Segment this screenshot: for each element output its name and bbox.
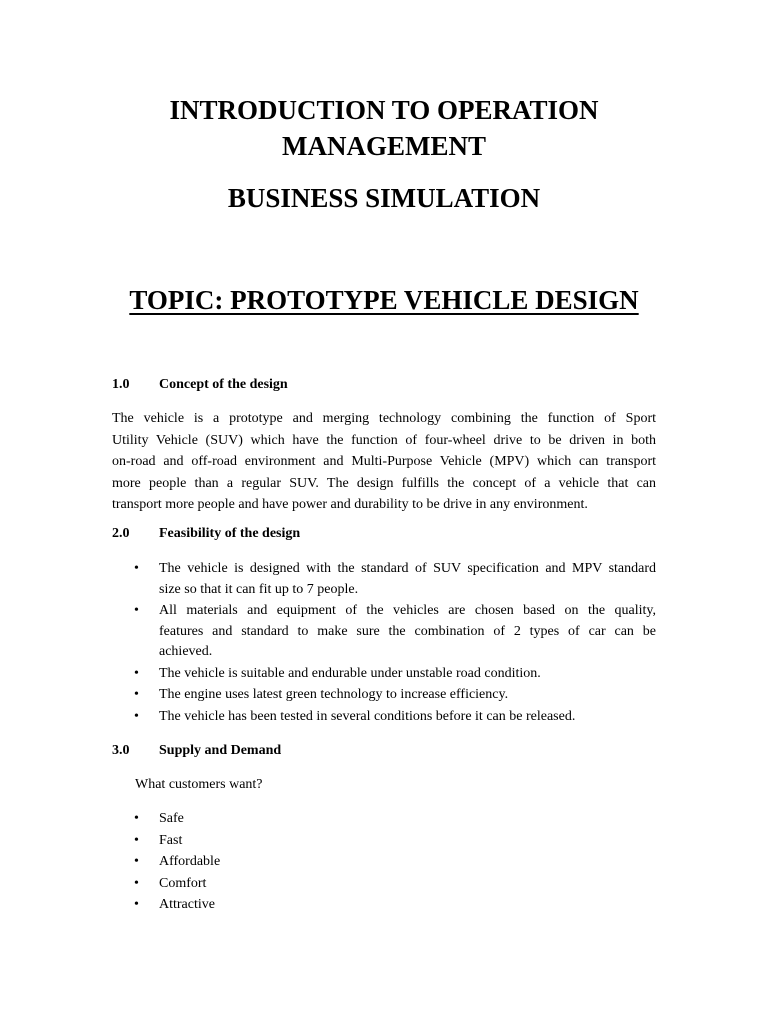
list-item bbox=[112, 809, 656, 830]
bullet-icon: • bbox=[134, 561, 139, 576]
bullet-icon: • bbox=[134, 875, 139, 891]
bullet-icon: • bbox=[134, 897, 139, 912]
document-subtitle: BUSINESS SIMULATION bbox=[227, 183, 541, 213]
list-item-line: Attractive bbox=[159, 897, 215, 912]
list-item bbox=[112, 852, 656, 873]
topic-text: TOPIC: PROTOTYPE VEHICLE DESIGN bbox=[129, 285, 639, 315]
list-item-line: features and standard to make sure the combination of 2 types of car can be bbox=[159, 623, 656, 639]
section-title: Feasibility of the design bbox=[159, 526, 301, 541]
section-title: Concept of the design bbox=[159, 377, 288, 392]
list-item bbox=[112, 874, 656, 895]
section-3-intro: What customers want? bbox=[135, 777, 263, 792]
bullet-icon: • bbox=[134, 687, 139, 702]
list-item-line: The engine uses latest green technology to increase efficiency. bbox=[159, 687, 509, 702]
list-item-line: The vehicle is suitable and endurable under unstable road condition. bbox=[159, 665, 541, 681]
bullet-icon: • bbox=[134, 665, 139, 681]
list-item-line: The vehicle has been tested in several conditions before it can be released. bbox=[159, 708, 576, 724]
section-3-heading bbox=[112, 742, 281, 760]
paragraph-line: more people than a regular SUV. The design fulfills the concept of a vehicle that can bbox=[112, 475, 656, 491]
list-item bbox=[112, 895, 656, 916]
section-number: 1.0 bbox=[112, 377, 130, 392]
list-item bbox=[112, 831, 656, 852]
list-item-line: All materials and equipment of the vehicles are chosen based on the quality, bbox=[159, 603, 656, 618]
customer-wants-list bbox=[112, 809, 656, 917]
section-number: 2.0 bbox=[112, 526, 130, 541]
bullet-icon: • bbox=[134, 708, 139, 724]
list-item-line: Affordable bbox=[159, 854, 221, 869]
list-item-line: The vehicle is designed with the standard of SUV specification and MPV standard bbox=[159, 561, 656, 576]
list-item bbox=[112, 664, 656, 685]
bullet-icon: • bbox=[134, 603, 139, 618]
list-item bbox=[112, 707, 656, 728]
list-item-line: Fast bbox=[159, 832, 183, 848]
section-1-paragraph bbox=[112, 408, 656, 516]
feasibility-list bbox=[112, 559, 656, 728]
section-title: Supply and Demand bbox=[159, 743, 282, 758]
paragraph-line: on-road and off-road environment and Multi-Purpose Vehicle (MPV) which can transport bbox=[112, 454, 656, 469]
bullet-icon: • bbox=[134, 832, 139, 848]
bullet-icon: • bbox=[134, 854, 139, 869]
paragraph-line: The vehicle is a prototype and merging technology combining the function of Sport bbox=[112, 411, 656, 426]
list-item bbox=[112, 559, 656, 600]
list-item bbox=[112, 601, 656, 663]
list-item-line: size so that it can fit up to 7 people. bbox=[159, 581, 359, 597]
bullet-icon: • bbox=[134, 811, 139, 826]
section-2-heading bbox=[112, 525, 300, 543]
list-item-line: Comfort bbox=[159, 875, 207, 891]
paragraph-line: Utility Vehicle (SUV) which have the function of four-wheel drive to be driven in both bbox=[112, 432, 656, 448]
document-title bbox=[0, 92, 768, 164]
list-item-line: Safe bbox=[159, 811, 184, 826]
title-line-2: MANAGEMENT bbox=[282, 131, 486, 161]
section-1-heading bbox=[112, 376, 288, 394]
list-item bbox=[112, 685, 656, 706]
list-item-line: achieved. bbox=[159, 644, 213, 659]
section-number: 3.0 bbox=[112, 743, 130, 758]
paragraph-line: transport more people and have power and durability to be drive in any environment. bbox=[112, 497, 588, 512]
title-line-1: INTRODUCTION TO OPERATION bbox=[169, 95, 599, 125]
topic-heading bbox=[0, 282, 768, 318]
